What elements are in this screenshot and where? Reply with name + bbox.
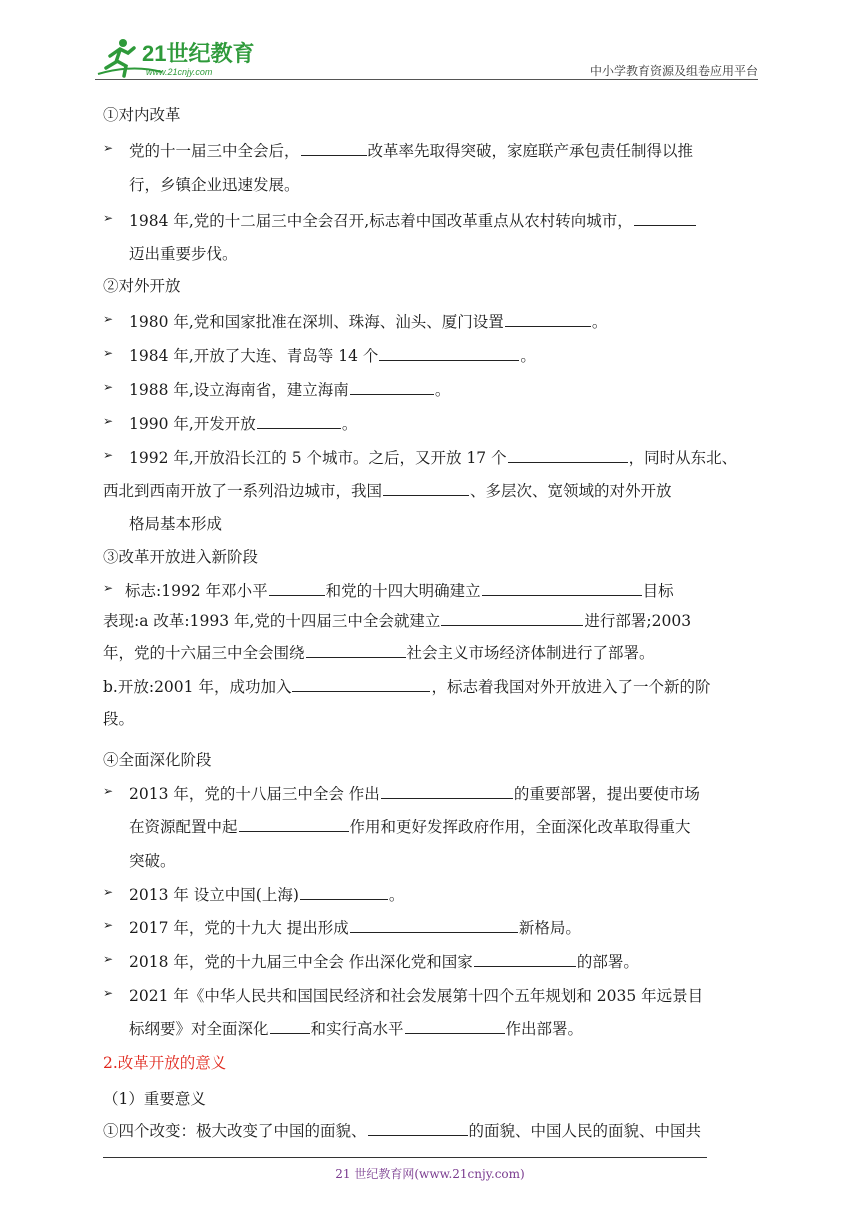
list-item: 2018 年，党的十九届三中全会 作出深化党和国家 的部署。 <box>129 953 639 971</box>
list-item-cont: 突破。 <box>129 852 176 870</box>
fill-blank <box>300 884 388 900</box>
bullet-arrow-icon: ➢ <box>103 784 114 798</box>
fill-blank <box>383 480 469 496</box>
logo-url: www.21cnjy.com <box>146 67 213 77</box>
list-item: 标志:1992 年邓小平 和党的十四大明确建立 目标 <box>125 582 674 600</box>
subheading-deepening: ④全面深化阶段 <box>103 751 212 769</box>
list-item: 1984 年,开放了大连、青岛等 14 个 。 <box>129 347 536 365</box>
paragraph-line: b.开放:2001 年，成功加入 ，标志着我国对外开放进入了一个新的阶 <box>103 678 711 696</box>
site-tagline: 中小学教育资源及组卷应用平台 <box>589 64 758 78</box>
bullet-arrow-icon: ➢ <box>103 211 114 225</box>
list-item: 1980 年,党和国家批准在深圳、珠海、汕头、厦门设置 。 <box>129 313 608 331</box>
list-item: 党的十一届三中全会后， 改革率先取得突破，家庭联产承包责任制得以推 <box>129 142 694 160</box>
fill-blank <box>441 610 583 626</box>
fill-blank <box>269 580 325 596</box>
subheading-new-stage: ③改革开放进入新阶段 <box>103 548 259 566</box>
list-item-cont: 在资源配置中起 作用和更好发挥政府作用，全面深化改革取得重大 <box>129 818 691 836</box>
bullet-arrow-icon: ➢ <box>103 380 114 394</box>
fill-blank <box>239 816 349 832</box>
list-item: 1984 年,党的十二届三中全会召开,标志着中国改革重点从农村转向城市， <box>129 209 697 231</box>
fill-blank <box>292 676 430 692</box>
bullet-arrow-icon: ➢ <box>103 448 114 462</box>
bullet-arrow-icon: ➢ <box>103 986 114 1000</box>
list-item-cont: 西北到西南开放了一系列沿边城市，我国 、多层次、宽领域的对外开放 <box>103 482 672 500</box>
list-item: 2013 年 设立中国(上海) 。 <box>129 886 405 904</box>
logo-text: 21世纪教育 <box>142 41 255 66</box>
footer-rule <box>103 1157 707 1158</box>
paragraph-line: 段。 <box>103 710 135 728</box>
bullet-arrow-icon: ➢ <box>103 581 114 595</box>
bullet-arrow-icon: ➢ <box>103 918 114 932</box>
section-heading-significance: 2.改革开放的意义 <box>103 1054 227 1072</box>
paragraph-line: 表现:a 改革:1993 年,党的十四届三中全会就建立 进行部署;2003 <box>103 612 692 630</box>
subheading-opening-up: ②对外开放 <box>103 277 181 295</box>
list-item: 1992 年,开放沿长江的 5 个城市。之后，又开放 17 个 ，同时从东北、 <box>129 449 738 467</box>
logo <box>92 34 272 80</box>
header-rule <box>95 79 758 80</box>
fill-blank <box>379 345 519 361</box>
list-item: 2017 年，党的十九大 提出形成 新格局。 <box>129 919 581 937</box>
list-item-cont: 迈出重要步伐。 <box>129 245 238 263</box>
fill-blank <box>505 311 591 327</box>
fill-blank <box>301 140 367 156</box>
list-item: 1988 年,设立海南省，建立海南 。 <box>129 381 451 399</box>
fill-blank <box>474 951 576 967</box>
list-item-cont: 格局基本形成 <box>129 515 223 533</box>
fill-blank <box>368 1120 468 1136</box>
list-item: 2013 年，党的十八届三中全会 作出 的重要部署，提出要使市场 <box>129 785 700 803</box>
bullet-arrow-icon: ➢ <box>103 141 114 155</box>
bullet-arrow-icon: ➢ <box>103 346 114 360</box>
list-item-cont: 标纲要》对全面深化 和实行高水平 作出部署。 <box>129 1020 584 1038</box>
subsection-heading: （1）重要意义 <box>103 1090 206 1108</box>
fill-blank <box>350 379 434 395</box>
fill-blank <box>257 413 341 429</box>
fill-blank <box>350 917 518 933</box>
fill-blank <box>508 447 628 463</box>
bullet-arrow-icon: ➢ <box>103 312 114 326</box>
bullet-arrow-icon: ➢ <box>103 414 114 428</box>
bullet-arrow-icon: ➢ <box>103 885 114 899</box>
list-item-cont: 行，乡镇企业迅速发展。 <box>129 176 300 194</box>
fill-blank <box>270 1018 310 1034</box>
fill-blank <box>306 642 406 658</box>
fill-blank <box>405 1018 505 1034</box>
bullet-arrow-icon: ➢ <box>103 952 114 966</box>
fill-blank <box>482 580 642 596</box>
paragraph-line: ①四个改变：极大改变了中国的面貌、 的面貌、中国人民的面貌、中国共 <box>103 1122 702 1140</box>
paragraph-line: 年，党的十六届三中全会围绕 社会主义市场经济体制进行了部署。 <box>103 644 655 662</box>
footer-text: 21 世纪教育网(www.21cnjy.com) <box>335 1167 525 1181</box>
list-item: 2021 年《中华人民共和国国民经济和社会发展第十四个五年规划和 2035 年远景目 <box>129 987 704 1005</box>
fill-blank <box>634 210 696 226</box>
subheading-domestic-reform: ①对内改革 <box>103 106 181 124</box>
fill-blank <box>381 783 513 799</box>
list-item: 1990 年,开发开放 。 <box>129 415 358 433</box>
